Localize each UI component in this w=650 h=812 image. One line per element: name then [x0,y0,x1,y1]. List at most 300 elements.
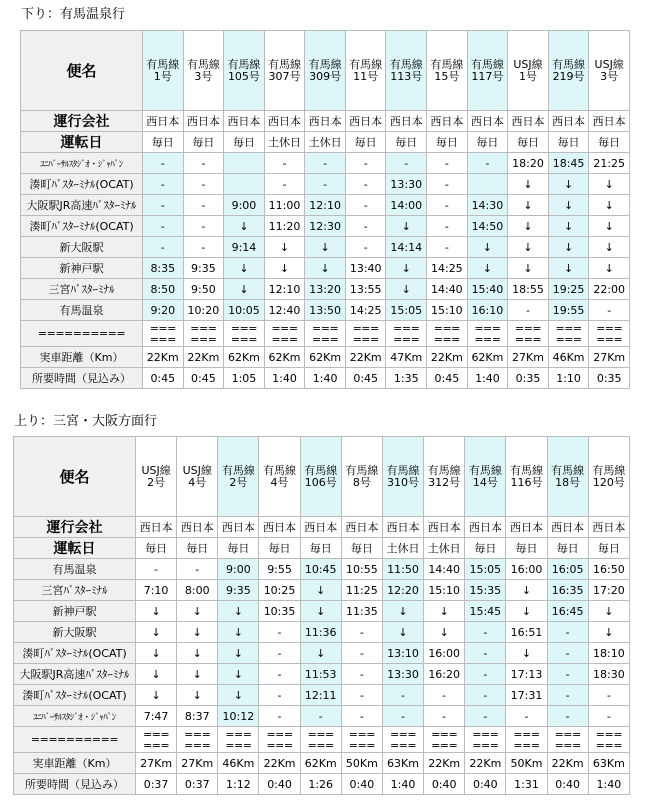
stop-time-cell: - [345,216,386,237]
separator-cell: === === [183,321,224,347]
stop-time-cell: 12:10 [305,195,346,216]
company-cell: 西日本 [224,111,265,132]
train-name-cell: 有馬線 117号 [467,31,508,111]
stop-time-cell: ↓ [548,174,589,195]
stop-time-cell: 18:45 [548,153,589,174]
stop-time-cell: - [427,216,468,237]
operating-days-cell: 毎日 [183,132,224,153]
duration-cell: 0:45 [183,368,224,389]
stop-time-cell: 15:45 [465,601,506,622]
duration-cell: 1:35 [386,368,427,389]
stop-time-cell: ↓ [548,258,589,279]
distance-cell: 63Km [588,753,629,774]
stop-time-cell: - [382,706,423,727]
duration-cell: 1:26 [300,774,341,795]
operating-days-cell: 土休日 [305,132,346,153]
stop-time-cell: - [341,685,382,706]
operating-days-cell: 毎日 [589,132,630,153]
operating-days-cell: 土休日 [264,132,305,153]
operating-days-row [21,132,630,153]
company-row [14,517,630,538]
separator-cell: === === [427,321,468,347]
stop-time-cell: 15:05 [465,559,506,580]
stop-time-cell: ↓ [136,601,177,622]
stop-time-cell: - [547,643,588,664]
stop-time-cell: ↓ [506,643,547,664]
stop-time-cell: 16:00 [506,559,547,580]
stop-time-cell: ↓ [224,258,265,279]
stop-time-cell: ↓ [589,195,630,216]
distance-cell: 46Km [548,347,589,368]
train-name-row [21,31,630,111]
stop-row [21,300,630,321]
train-name-cell: 有馬線 116号 [506,437,547,517]
stop-time-cell: ↓ [136,643,177,664]
stop-time-cell: - [300,706,341,727]
separator-cell: === === [386,321,427,347]
stop-time-cell [467,174,508,195]
stop-time-cell: 13:30 [386,174,427,195]
stop-name: 有馬温泉 [14,559,136,580]
operating-days-label: 運転日 [21,132,143,153]
separator-label: ========== [14,727,136,753]
train-name-cell: 有馬線 312号 [424,437,465,517]
company-cell: 西日本 [259,517,300,538]
stop-time-cell: - [465,664,506,685]
company-cell: 西日本 [506,517,547,538]
stop-time-cell: - [547,685,588,706]
stop-time-cell: ↓ [177,643,218,664]
duration-cell: 0:45 [345,368,386,389]
stop-time-cell: - [259,664,300,685]
separator-cell: === === [382,727,423,753]
stop-time-cell: - [345,174,386,195]
company-cell: 西日本 [345,111,386,132]
stop-time-cell: 21:25 [589,153,630,174]
stop-time-cell: ↓ [506,601,547,622]
distance-row [21,347,630,368]
operating-days-cell: 毎日 [177,538,218,559]
stop-name: 湊町ﾊﾞｽﾀｰﾐﾅﾙ(OCAT) [21,174,143,195]
stop-time-cell: 10:12 [218,706,259,727]
operating-days-cell: 毎日 [341,538,382,559]
stop-time-cell: - [183,153,224,174]
operating-days-cell: 毎日 [548,132,589,153]
stop-time-cell: 18:20 [508,153,549,174]
duration-cell: 1:10 [548,368,589,389]
stop-time-cell: 14:30 [467,195,508,216]
stop-time-cell: - [465,685,506,706]
distance-cell: 22Km [424,753,465,774]
company-cell: 西日本 [548,111,589,132]
stop-time-cell: 18:30 [588,664,629,685]
stop-time-cell: - [506,706,547,727]
stop-time-cell: - [467,153,508,174]
stop-time-cell: 14:25 [427,258,468,279]
stop-time-cell: 13:50 [305,300,346,321]
stop-time-cell: 18:55 [508,279,549,300]
stop-time-cell: - [427,237,468,258]
stop-time-cell: - [547,706,588,727]
stop-time-cell: ↓ [467,258,508,279]
separator-cell: === === [143,321,184,347]
stop-time-cell: - [143,237,184,258]
stop-time-cell: - [341,664,382,685]
train-name-cell: USJ線 3号 [589,31,630,111]
stop-time-cell: - [305,174,346,195]
duration-cell: 0:45 [427,368,468,389]
stop-time-cell: 13:55 [345,279,386,300]
train-name-cell: 有馬線 18号 [547,437,588,517]
stop-time-cell: 9:00 [224,195,265,216]
stop-row [14,622,630,643]
stop-time-cell: ↓ [589,174,630,195]
stop-name: 新大阪駅 [14,622,136,643]
operating-days-cell: 毎日 [588,538,629,559]
stop-time-cell: 11:50 [382,559,423,580]
duration-cell: 0:45 [143,368,184,389]
distance-cell: 50Km [341,753,382,774]
company-cell: 西日本 [467,111,508,132]
stop-time-cell: - [465,622,506,643]
stop-time-cell: ↓ [386,279,427,300]
stop-time-cell: 14:14 [386,237,427,258]
separator-cell: === === [224,321,265,347]
train-name-cell: 有馬線 11号 [345,31,386,111]
company-cell: 西日本 [300,517,341,538]
stop-name: 有馬温泉 [21,300,143,321]
up-timetable [13,436,630,795]
distance-label: 実車距離（Km） [21,347,143,368]
train-name-cell: 有馬線 219号 [548,31,589,111]
separator-cell: === === [465,727,506,753]
train-name-cell: 有馬線 3号 [183,31,224,111]
company-cell: 西日本 [136,517,177,538]
stop-time-cell: 10:25 [259,580,300,601]
separator-cell: === === [548,321,589,347]
company-cell: 西日本 [424,517,465,538]
operating-days-row [14,538,630,559]
stop-time-cell: - [259,685,300,706]
duration-cell: 1:12 [218,774,259,795]
stop-time-cell: 13:40 [345,258,386,279]
train-name-cell: 有馬線 106号 [300,437,341,517]
stop-time-cell: 17:31 [506,685,547,706]
operating-days-cell: 毎日 [467,132,508,153]
stop-row [14,664,630,685]
stop-time-cell: 17:20 [588,580,629,601]
stop-time-cell: 14:25 [345,300,386,321]
train-name-cell: 有馬線 113号 [386,31,427,111]
stop-time-cell: 15:05 [386,300,427,321]
stop-time-cell: - [345,153,386,174]
separator-cell: === === [264,321,305,347]
distance-cell: 46Km [218,753,259,774]
separator-cell: === === [547,727,588,753]
stop-time-cell: - [143,216,184,237]
stop-time-cell: ↓ [588,622,629,643]
company-cell: 西日本 [382,517,423,538]
stop-time-cell: - [386,153,427,174]
stop-time-cell: ↓ [589,258,630,279]
stop-time-cell: - [508,300,549,321]
duration-cell: 0:37 [136,774,177,795]
stop-time-cell: - [259,706,300,727]
stop-time-cell: ↓ [177,622,218,643]
train-name-cell: 有馬線 307号 [264,31,305,111]
stop-time-cell: - [341,643,382,664]
stop-name: 大阪駅JR高速ﾊﾞｽﾀｰﾐﾅﾙ [21,195,143,216]
duration-cell: 0:40 [547,774,588,795]
stop-time-cell: - [183,216,224,237]
stop-name: 新大阪駅 [21,237,143,258]
stop-time-cell: - [424,685,465,706]
company-cell: 西日本 [508,111,549,132]
stop-time-cell: - [427,153,468,174]
stop-time-cell: 11:25 [341,580,382,601]
company-cell: 西日本 [264,111,305,132]
stop-time-cell: 8:37 [177,706,218,727]
stop-time-cell: ↓ [548,216,589,237]
stop-name: 大阪駅JR高速ﾊﾞｽﾀｰﾐﾅﾙ [14,664,136,685]
stop-time-cell: 9:20 [143,300,184,321]
distance-cell: 62Km [264,347,305,368]
distance-cell: 22Km [183,347,224,368]
stop-time-cell: ↓ [218,643,259,664]
company-cell: 西日本 [183,111,224,132]
operating-days-cell: 毎日 [508,132,549,153]
stop-time-cell: - [264,174,305,195]
stop-time-cell: ↓ [300,580,341,601]
separator-cell: === === [467,321,508,347]
distance-cell: 22Km [547,753,588,774]
distance-cell: 27Km [136,753,177,774]
separator-cell: === === [136,727,177,753]
stop-time-cell: ↓ [218,685,259,706]
stop-time-cell: 10:35 [259,601,300,622]
operating-days-cell: 毎日 [506,538,547,559]
stop-time-cell: 8:35 [143,258,184,279]
train-name-cell: USJ線 2号 [136,437,177,517]
train-name-cell: 有馬線 8号 [341,437,382,517]
stop-row [21,279,630,300]
stop-row [14,580,630,601]
stop-time-cell: ↓ [300,643,341,664]
company-cell: 西日本 [386,111,427,132]
distance-cell: 22Km [259,753,300,774]
stop-time-cell: ↓ [508,258,549,279]
stop-time-cell: 9:00 [218,559,259,580]
stop-time-cell: 8:50 [143,279,184,300]
stop-time-cell: 10:05 [224,300,265,321]
duration-cell: 0:40 [465,774,506,795]
operating-days-cell: 毎日 [143,132,184,153]
operating-days-cell: 毎日 [465,538,506,559]
stop-time-cell: ↓ [382,622,423,643]
stop-time-cell: - [588,685,629,706]
separator-cell: === === [305,321,346,347]
stop-time-cell: 15:35 [465,580,506,601]
stop-time-cell: 15:10 [424,580,465,601]
distance-cell: 22Km [465,753,506,774]
stop-time-cell: 7:47 [136,706,177,727]
stop-time-cell: 18:10 [588,643,629,664]
stop-time-cell: - [177,559,218,580]
stop-time-cell: ↓ [506,580,547,601]
stop-time-cell: - [547,664,588,685]
stop-time-cell: - [588,706,629,727]
stop-time-cell: ↓ [264,237,305,258]
stop-time-cell: ↓ [548,195,589,216]
company-cell: 西日本 [305,111,346,132]
company-row [21,111,630,132]
stop-time-cell: ↓ [508,216,549,237]
distance-cell: 27Km [177,753,218,774]
stop-time-cell: - [259,643,300,664]
stop-name: 三宮ﾊﾞｽﾀｰﾐﾅﾙ [21,279,143,300]
train-name-header: 便名 [21,31,143,111]
duration-label: 所要時間（見込み） [21,368,143,389]
stop-time-cell: 17:13 [506,664,547,685]
stop-time-cell: - [183,195,224,216]
stop-time-cell: 14:40 [424,559,465,580]
distance-cell: 62Km [305,347,346,368]
stop-time-cell: 14:00 [386,195,427,216]
stop-time-cell: - [427,195,468,216]
separator-cell: === === [218,727,259,753]
stop-time-cell: 14:50 [467,216,508,237]
separator-cell: === === [506,727,547,753]
operating-days-cell: 毎日 [218,538,259,559]
stop-time-cell: 10:45 [300,559,341,580]
train-name-cell: 有馬線 4号 [259,437,300,517]
stop-time-cell: - [427,174,468,195]
stop-time-cell: ↓ [177,685,218,706]
stop-time-cell: ↓ [136,622,177,643]
operating-days-cell: 毎日 [224,132,265,153]
stop-time-cell: 11:53 [300,664,341,685]
company-cell: 西日本 [588,517,629,538]
duration-cell: 1:40 [382,774,423,795]
stop-time-cell: - [305,153,346,174]
company-label: 運行会社 [21,111,143,132]
stop-time-cell: 16:45 [547,601,588,622]
stop-time-cell: 9:55 [259,559,300,580]
stop-time-cell: - [341,622,382,643]
distance-cell: 62Km [300,753,341,774]
stop-time-cell: - [547,622,588,643]
stop-time-cell: 9:35 [218,580,259,601]
distance-cell: 27Km [589,347,630,368]
stop-time-cell: ↓ [589,216,630,237]
stop-time-cell: ↓ [588,601,629,622]
stop-time-cell: - [183,237,224,258]
stop-time-cell: ↓ [136,685,177,706]
stop-time-cell: - [143,195,184,216]
stop-time-cell: ↓ [177,601,218,622]
stop-time-cell: - [465,643,506,664]
stop-row [21,174,630,195]
stop-time-cell: 11:00 [264,195,305,216]
stop-row [14,559,630,580]
distance-cell: 22Km [345,347,386,368]
separator-cell: === === [341,727,382,753]
stop-time-cell: ↓ [424,601,465,622]
train-name-cell: 有馬線 15号 [427,31,468,111]
company-cell: 西日本 [589,111,630,132]
company-cell: 西日本 [427,111,468,132]
stop-name: 湊町ﾊﾞｽﾀｰﾐﾅﾙ(OCAT) [14,685,136,706]
stop-time-cell: ↓ [508,174,549,195]
separator-cell: === === [589,321,630,347]
stop-row [21,237,630,258]
stop-time-cell: - [382,685,423,706]
distance-cell: 22Km [143,347,184,368]
stop-name: 湊町ﾊﾞｽﾀｰﾐﾅﾙ(OCAT) [14,643,136,664]
stop-time-cell: ↓ [424,622,465,643]
train-name-cell: 有馬線 1号 [143,31,184,111]
stop-time-cell: ↓ [305,237,346,258]
stop-time-cell: 16:05 [547,559,588,580]
duration-row [14,774,630,795]
stop-name: 三宮ﾊﾞｽﾀｰﾐﾅﾙ [14,580,136,601]
stop-time-cell: ↓ [224,216,265,237]
stop-name: 新神戸駅 [21,258,143,279]
stop-name: ﾕﾆﾊﾞｰｻﾙｽﾀｼﾞｵ・ｼﾞｬﾊﾟﾝ [14,706,136,727]
stop-row [14,643,630,664]
down-timetable [20,30,630,389]
separator-cell: === === [345,321,386,347]
stop-time-cell: - [183,174,224,195]
stop-time-cell: ↓ [589,237,630,258]
duration-cell: 1:05 [224,368,265,389]
company-cell: 西日本 [218,517,259,538]
stop-row [14,706,630,727]
stop-time-cell: 13:20 [305,279,346,300]
stop-time-cell: 11:20 [264,216,305,237]
distance-cell: 47Km [386,347,427,368]
stop-time-cell: 16:00 [424,643,465,664]
stop-time-cell: ↓ [218,622,259,643]
stop-time-cell: 12:10 [264,279,305,300]
separator-cell: === === [424,727,465,753]
stop-name: 新神戸駅 [14,601,136,622]
stop-time-cell: 16:20 [424,664,465,685]
duration-cell: 0:40 [259,774,300,795]
distance-label: 実車距離（Km） [14,753,136,774]
stop-time-cell: - [345,237,386,258]
up-section-title: 上り：三宮・大阪方面行 [14,414,158,429]
stop-time-cell: - [259,622,300,643]
stop-time-cell: ↓ [224,279,265,300]
distance-cell: 63Km [382,753,423,774]
stop-time-cell: ↓ [467,237,508,258]
operating-days-cell: 土休日 [382,538,423,559]
stop-row [14,685,630,706]
stop-time-cell: 12:20 [382,580,423,601]
operating-days-cell: 土休日 [424,538,465,559]
stop-time-cell: 12:11 [300,685,341,706]
company-cell: 西日本 [143,111,184,132]
stop-time-cell: ↓ [177,664,218,685]
stop-time-cell: ↓ [264,258,305,279]
train-name-cell: 有馬線 310号 [382,437,423,517]
duration-cell: 1:40 [588,774,629,795]
separator-cell: === === [300,727,341,753]
duration-cell: 0:40 [341,774,382,795]
operating-days-cell: 毎日 [259,538,300,559]
train-name-cell: 有馬線 14号 [465,437,506,517]
